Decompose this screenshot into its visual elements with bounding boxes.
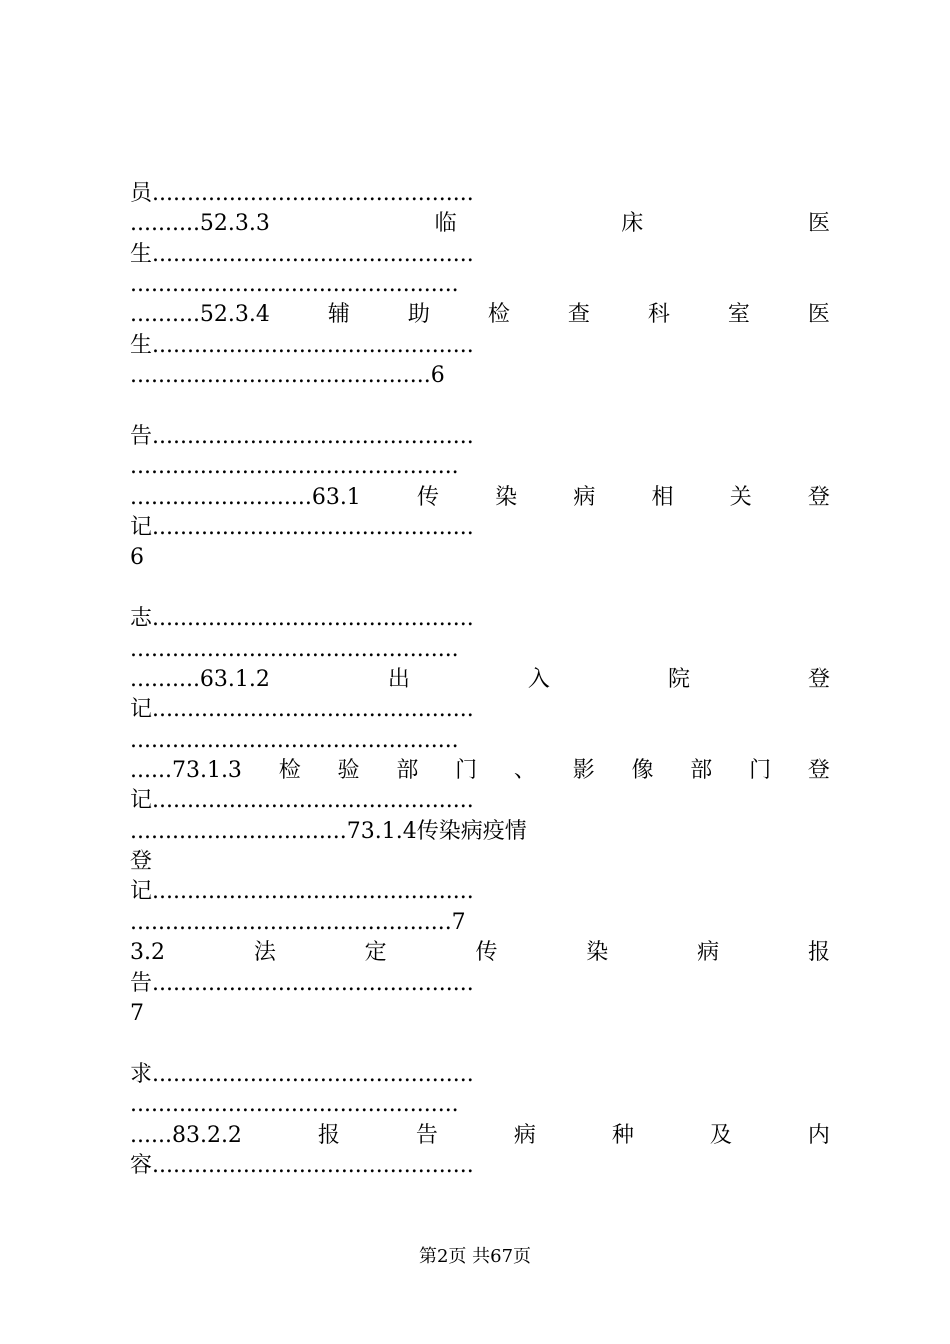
toc-text: 内 — [807, 1123, 830, 1148]
toc-text: 科 — [647, 302, 670, 327]
toc-text: 相 — [651, 485, 674, 510]
toc-text: ............................................... — [130, 637, 459, 662]
toc-text: 关 — [729, 485, 752, 510]
toc-line — [130, 1091, 830, 1119]
toc-text: 染 — [586, 940, 609, 965]
toc-text: 报 — [317, 1123, 340, 1148]
toc-text: 记.............................................. — [130, 515, 474, 540]
toc-line — [130, 423, 830, 451]
toc-text: 床 — [621, 211, 644, 236]
toc-text: 、 — [513, 758, 536, 783]
toc-text: 记.............................................. — [130, 879, 474, 904]
toc-text: 助 — [407, 302, 430, 327]
toc-text: 部 — [396, 758, 419, 783]
toc-text: 影 — [572, 758, 595, 783]
toc-line — [130, 271, 830, 299]
toc-text: 医 — [807, 302, 830, 327]
toc-text: 告.............................................. — [130, 424, 474, 449]
toc-line — [130, 727, 830, 755]
toc-text: 检 — [278, 758, 301, 783]
toc-text: 临 — [434, 211, 457, 236]
toc-line — [130, 970, 830, 998]
toc-text: 病 — [513, 1123, 536, 1148]
toc-line — [130, 484, 830, 512]
toc-line — [130, 1000, 830, 1028]
toc-text: ..........................63.1 — [130, 485, 361, 510]
toc-text: 告 — [415, 1123, 438, 1148]
toc-text: 院 — [667, 667, 690, 692]
toc-text: ......73.1.3 — [130, 758, 242, 783]
toc-line — [130, 757, 830, 785]
toc-text: 生.............................................. — [130, 333, 474, 358]
toc-text: 辅 — [327, 302, 350, 327]
toc-line — [130, 362, 830, 390]
toc-text: 门 — [455, 758, 478, 783]
toc-line — [130, 332, 830, 360]
toc-text: 容.............................................. — [130, 1153, 474, 1178]
toc-text: ............................................... — [130, 454, 459, 479]
toc-line — [130, 210, 830, 238]
toc-text: 出 — [387, 667, 410, 692]
toc-text: ..........52.3.3 — [130, 211, 270, 236]
toc-line — [130, 878, 830, 906]
toc-line — [130, 241, 830, 269]
toc-line — [130, 909, 830, 937]
toc-text: 登 — [130, 849, 153, 874]
toc-text: ..............................................7 — [130, 910, 466, 935]
toc-line — [130, 666, 830, 694]
toc-text: ......83.2.2 — [130, 1123, 242, 1148]
toc-line — [130, 392, 830, 420]
toc-line — [130, 696, 830, 724]
toc-text: 记.............................................. — [130, 697, 474, 722]
toc-text: 传 — [416, 485, 439, 510]
toc-text: 病 — [573, 485, 596, 510]
toc-text: 种 — [611, 1123, 634, 1148]
toc-text: 生.............................................. — [130, 242, 474, 267]
toc-text: 查 — [567, 302, 590, 327]
toc-text: 检 — [487, 302, 510, 327]
toc-text: 定 — [364, 940, 387, 965]
toc-text: 染 — [495, 485, 518, 510]
toc-text: 验 — [337, 758, 360, 783]
toc-text: ............................................... — [130, 272, 459, 297]
toc-text: ...............................73.1.4传染病疫情 — [130, 819, 527, 844]
toc-text: 7 — [130, 1001, 144, 1026]
toc-line — [130, 605, 830, 633]
toc-text: 3.2 — [130, 940, 165, 965]
toc-line — [130, 939, 830, 967]
toc-text: 室 — [727, 302, 750, 327]
toc-text: 记.............................................. — [130, 788, 474, 813]
toc-text: 登 — [807, 758, 830, 783]
toc-text: 门 — [749, 758, 772, 783]
toc-text: ............................................... — [130, 1092, 459, 1117]
page-footer: 第2页 共67页 — [418, 1246, 532, 1267]
toc-text: 传 — [475, 940, 498, 965]
toc-text: 员.............................................. — [130, 181, 474, 206]
toc-text: 医 — [807, 211, 830, 236]
toc-text: 6 — [130, 545, 144, 570]
toc-line — [130, 453, 830, 481]
toc-text: 登 — [807, 485, 830, 510]
toc-text: 病 — [697, 940, 720, 965]
toc-line — [130, 180, 830, 208]
toc-text: 求.............................................. — [130, 1062, 474, 1087]
toc-text: 像 — [631, 758, 654, 783]
toc-text: 报 — [807, 940, 830, 965]
toc-text: ...........................................6 — [130, 363, 445, 388]
toc-text: 及 — [709, 1123, 732, 1148]
toc-line — [130, 1122, 830, 1150]
toc-line — [130, 575, 830, 603]
toc-line — [130, 514, 830, 542]
toc-text: 部 — [690, 758, 713, 783]
toc-text: 告.............................................. — [130, 971, 474, 996]
toc-text: 法 — [253, 940, 276, 965]
toc-line — [130, 1030, 830, 1058]
toc-text: ..........63.1.2 — [130, 667, 270, 692]
toc-text: ............................................... — [130, 728, 459, 753]
toc-line — [130, 544, 830, 572]
toc-text: 登 — [807, 667, 830, 692]
toc-line — [130, 848, 830, 876]
toc-line — [130, 1152, 830, 1180]
toc-line — [130, 787, 830, 815]
toc-line — [130, 1061, 830, 1089]
toc-text: 入 — [527, 667, 550, 692]
toc-text: ..........52.3.4 — [130, 302, 270, 327]
toc-line — [130, 636, 830, 664]
toc-text: 志.............................................. — [130, 606, 474, 631]
toc-line — [130, 818, 830, 846]
toc-line — [130, 301, 830, 329]
